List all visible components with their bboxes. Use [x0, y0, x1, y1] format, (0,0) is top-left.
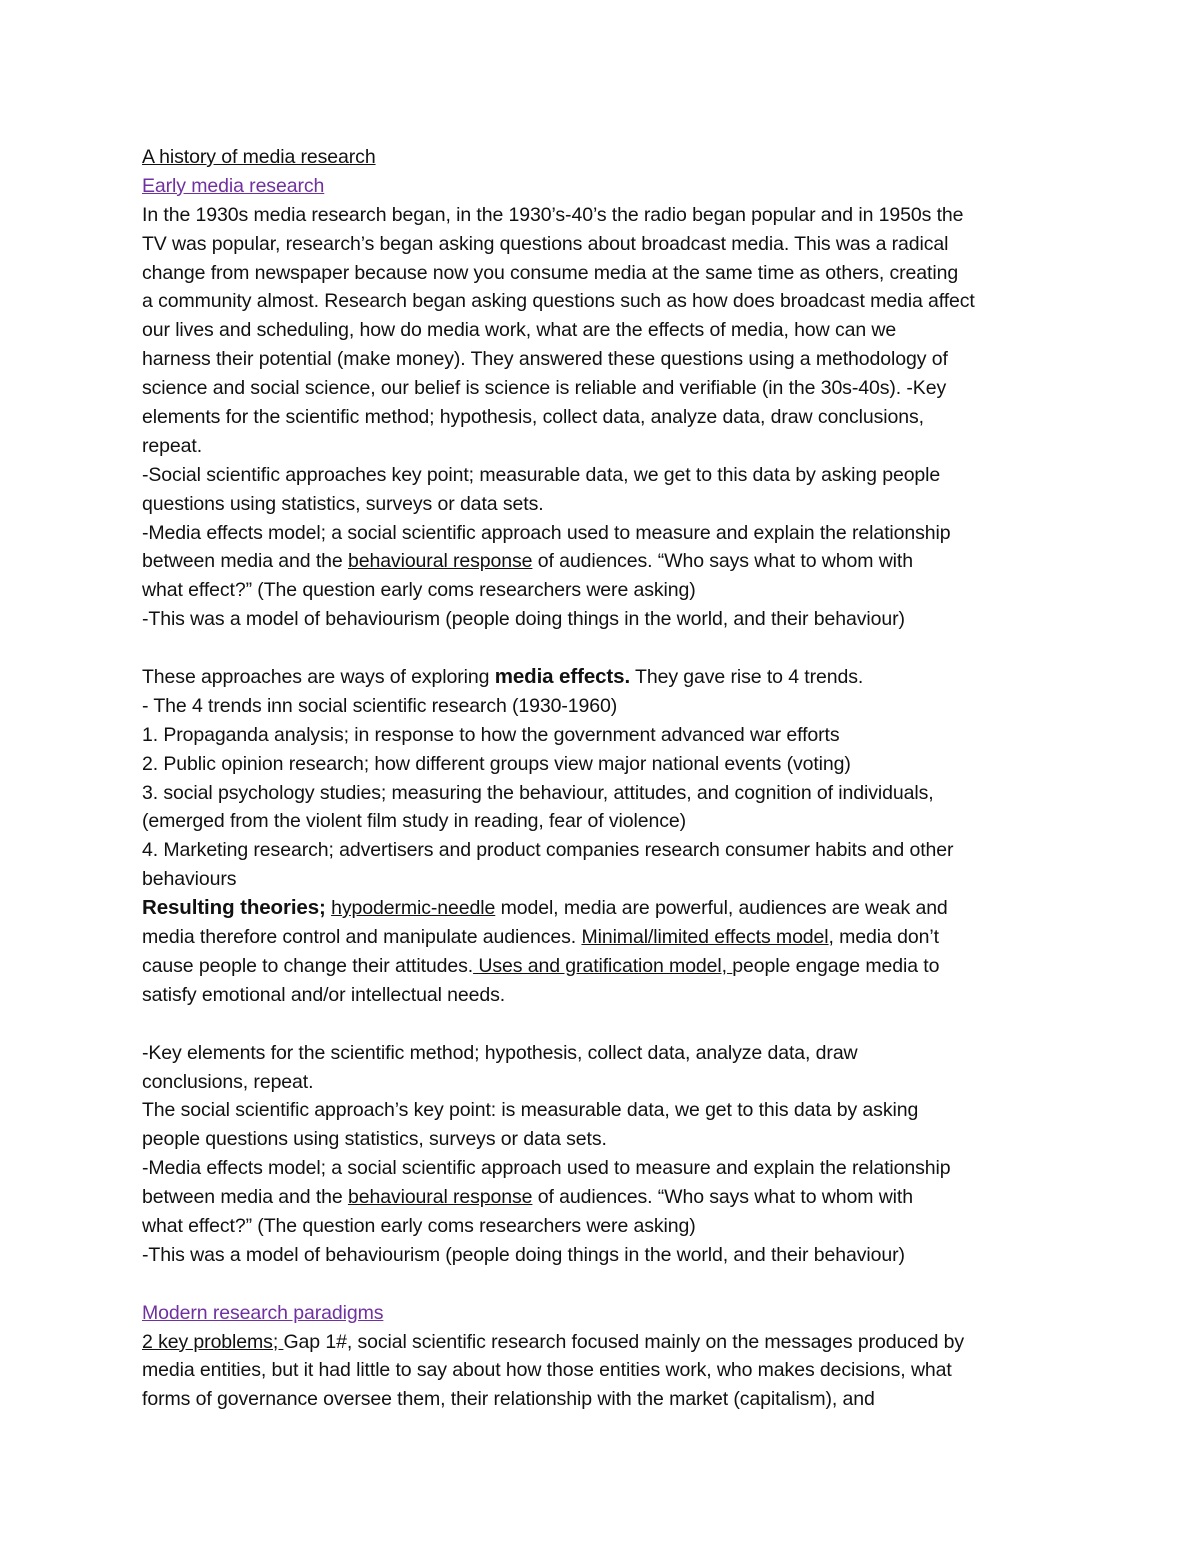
text-line [142, 1183, 1067, 1212]
text-line: science and social science, our belief is science is reliable and verifiable (in the 30s-40s). -Key [142, 377, 947, 400]
paragraph-behaviourism-repeat: -This was a model of behaviourism (people doing things in the world, and their behaviour) [142, 1243, 905, 1266]
underlined-term-behavioural-response: behavioural response [347, 1186, 533, 1209]
text-span: people engage media to [732, 954, 940, 977]
underlined-label-key-problems: 2 key problems; [142, 1330, 284, 1353]
text-span: cause people to change their attitudes. [142, 954, 474, 977]
paragraph-approaches [142, 663, 1067, 692]
section-heading-early-media-research: Early media research [142, 174, 325, 197]
text-line: -Media effects model; a social scientific approach used to measure and explain the relationship [142, 521, 951, 544]
blank-line [142, 634, 1067, 663]
underlined-term-hypodermic-needle: hypodermic-needle [331, 897, 496, 920]
text-line: -Media effects model; a social scientific approach used to measure and explain the relationship [142, 1157, 951, 1180]
paragraph-behaviourism: -This was a model of behaviourism (people doing things in the world, and their behaviour) [142, 608, 905, 631]
text-line: In the 1930s media research began, in the 1930’s-40’s the radio began popular and in 1950s the [142, 203, 964, 226]
list-item: 4. Marketing research; advertisers and product companies research consumer habits and other [142, 839, 954, 862]
paragraph-key-point [142, 1096, 1067, 1154]
text-span: model, media are powerful, audiences are weak and [495, 897, 948, 920]
text-line: TV was popular, research’s began asking questions about broadcast media. This was a radical [142, 232, 949, 255]
paragraph-social-scientific [142, 461, 1067, 519]
blank-line [142, 1270, 1067, 1299]
text-span: between media and the [142, 1186, 348, 1209]
list-item: (emerged from the violent film study in reading, fear of violence) [142, 810, 686, 833]
text-line [142, 894, 1067, 923]
underlined-term-minimal-effects: Minimal/limited effects model [581, 926, 829, 949]
text-line: change from newspaper because now you consume media at the same time as others, creating [142, 261, 959, 284]
underlined-term-behavioural-response: behavioural response [347, 550, 533, 573]
paragraph-resulting-theories [142, 894, 1067, 1010]
text-line [142, 547, 1067, 576]
paragraph-media-effects-model-repeat [142, 1154, 1067, 1241]
text-line: repeat. [142, 434, 203, 457]
underlined-term-uses-gratification: Uses and gratification model, [473, 954, 733, 977]
text-span: Gap 1#, social scientific research focused mainly on the messages produced by [283, 1330, 965, 1353]
text-line: questions using statistics, surveys or data sets. [142, 492, 544, 515]
text-line: what effect?” (The question early coms researchers were asking) [142, 579, 696, 602]
text-span: of audiences. “Who says what to whom with [532, 1186, 913, 1209]
text-line: what effect?” (The question early coms researchers were asking) [142, 1214, 696, 1237]
text-line: conclusions, repeat. [142, 1070, 314, 1093]
document-page [142, 143, 1067, 1414]
list-item: 3. social psychology studies; measuring the behaviour, attitudes, and cognition of individuals, [142, 781, 934, 804]
text-span: between media and the [142, 550, 348, 573]
text-line: media entities, but it had little to say about how those entities work, who makes decisions, what [142, 1359, 952, 1382]
section-heading-modern-research-paradigms: Modern research paradigms [142, 1301, 384, 1324]
list-item: 2. Public opinion research; how different groups view major national events (voting) [142, 752, 851, 775]
text-span: media therefore control and manipulate audiences. [142, 926, 582, 949]
paragraph-key-problems [142, 1328, 1067, 1415]
text-line: forms of governance oversee them, their relationship with the market (capitalism), and [142, 1388, 875, 1411]
document-title: A history of media research [142, 146, 376, 168]
trends-intro: - The 4 trends inn social scientific research (1930-1960) [142, 694, 618, 717]
paragraph-key-elements [142, 1039, 1067, 1097]
text-line [142, 952, 1067, 981]
paragraph-intro [142, 201, 1067, 461]
blank-line [142, 1010, 1067, 1039]
text-line: satisfy emotional and/or intellectual needs. [142, 983, 506, 1006]
text-span: These approaches are ways of exploring [142, 666, 495, 689]
text-line: elements for the scientific method; hypothesis, collect data, analyze data, draw conclusions, [142, 406, 924, 429]
text-line [142, 1328, 1067, 1357]
bold-label-resulting-theories: Resulting theories; [142, 896, 326, 920]
list-item: 1. Propaganda analysis; in response to how the government advanced war efforts [142, 723, 840, 746]
trends-list [142, 721, 1067, 894]
list-item: behaviours [142, 868, 237, 891]
text-line: -Social scientific approaches key point; measurable data, we get to this data by asking people [142, 463, 941, 486]
text-line: harness their potential (make money). They answered these questions using a methodology of [142, 348, 948, 371]
text-span: They gave rise to 4 trends. [630, 666, 864, 689]
text-line: a community almost. Research began asking questions such as how does broadcast media affect [142, 290, 975, 313]
text-line: our lives and scheduling, how do media work, what are the effects of media, how can we [142, 319, 897, 342]
text-line: The social scientific approach’s key point: is measurable data, we get to this data by asking [142, 1099, 919, 1122]
text-line: people questions using statistics, surveys or data sets. [142, 1128, 607, 1151]
text-span: of audiences. “Who says what to whom with [532, 550, 913, 573]
bold-term-media-effects: media effects. [494, 665, 631, 689]
paragraph-media-effects-model [142, 519, 1067, 606]
text-line [142, 923, 1067, 952]
text-span: , media don’t [828, 926, 939, 949]
text-line: -Key elements for the scientific method; hypothesis, collect data, analyze data, draw [142, 1041, 858, 1064]
